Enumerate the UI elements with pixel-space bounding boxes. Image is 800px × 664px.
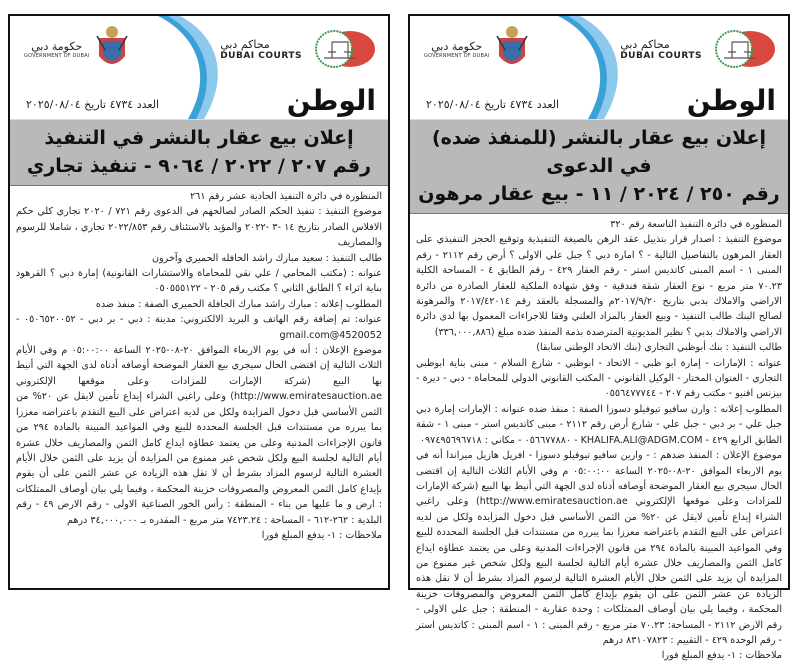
notice-paragraph: المطلوب إعلانه : وارن سافيو تيوفيلو دسوزا الصفة : منفذ ضده عنوانه : الإمارات إمارة دبي جبل علي - بر دبي - جبل علي - شارع أرض رقم ٢١١٢ - مبنى كاتديس استر - مبنى ١ - شقة الطابق الرابع ٤٢٩ - KHALIFA.ALI@ADGM.COM - ٠٥٦٦٧٧٨٨٠ - مكاني : ٠٩٧٤٩٥٦٩٦٧١٨ <box>416 403 782 446</box>
newspaper-name: الوطن <box>286 84 376 117</box>
notice-paragraph: موضوع الإعلان : المنفذ ضدهم : - وارين سافيو تيوفيلو دسوزا - افريل هازيل ميراندا أنه في يوم الاربعاء الموافق ٢٠-٠٨-٢٠٢٥ الساعة ٠٥:٠٠:٠٠ م وفي الأيام الثلاث التالية إن اقتضى الحال سيجري بيع العقار الموضحة أوصافه أدناه لدى الجهة التي أنيط بها البيع (شركة الإمارات للمزادات وعلى موقعها الإلكتروني http://www.emiratesauction.ae) وعلى راغبي الشراء إيداع تأمين لايقل عن ٢٠% من الثمن الأساسي قبل دخول المزايدة ولكل من لديه اعتراض على البيع التقدم باعتراضه معززا بما يبرره من مستندات قبل الجلسة المحددة للبيع وفي المواعيد المبينة بالمادة ٢٩٤ من قانون الإجراءات المدنية وعلى من يعتمد عطاؤه ايداع كامل الثمن والمصاريف خلال عشرة أيام التالية لجلسة البيع ولكل شخص غير ممنوع من المزايدة أن يزيد على الثمن خلال الأيام العشرة التالية لرسوم المزاد بشرط أن لا تقل هذه الزيادة عن عشر الثمن على أن يقوم بإيداع كامل الثمن المعروض والمصروفات خزينة المحكمة ، وفيما يلي بيان أوصاف الممتلكات : وحدة عقارية - المنطقة : جبل علي الاولى - رقم الارض ٢١١٢ - المساحة: ٧٠.٢٣ متر مربع - رقم المبنى : ١ - اسم المبنى : كاتديس استر - رقم الوحدة ٤٢٩ - التقييم : ٨٣١٠٧٨٢٣ درهم <box>416 450 782 646</box>
issue-number-date: العدد ٤٧٣٤ تاريخ ٢٠٢٥/٠٨/٠٤ <box>26 98 160 111</box>
swoosh-decoration-icon <box>558 16 628 119</box>
notice-paragraph: طالب التنفيذ : سعيد مبارك راشد الحافله الحميري وآخرون <box>152 252 382 264</box>
notice-title-line1: إعلان بيع عقار بالنشر في التنفيذ <box>44 127 354 149</box>
notice-paragraph: عنوانه: تم إضافة رقم الهاتف و البريد الالكتروني: مدينة : دبي - بر دبي - ٠٥٠٦٥٢٠٠٥٢ - gmail.com@4520052 <box>16 314 383 341</box>
notice-title-band <box>10 120 388 186</box>
issue-number-date: العدد ٤٧٣٤ تاريخ ٢٠٢٥/٠٨/٠٤ <box>426 98 560 111</box>
courts-name-ar: محاكم دبي <box>220 37 270 51</box>
notice-clipping-left <box>8 14 390 590</box>
courts-name-ar: محاكم دبي <box>620 37 670 51</box>
gov-name-ar: حكومة دبي <box>31 39 83 53</box>
notice-paragraph: المنظورة في دائرة التنفيذ التاسعة رقم ٣٢٠ <box>610 219 782 230</box>
notice-body <box>10 186 388 543</box>
notice-paragraph: المنظورة في دائرة التنفيذ الحادية عشر رقم ٢٦١ <box>190 191 382 202</box>
gov-name-en: GOVERNMENT OF DUBAI <box>24 52 90 59</box>
notice-title-line1: إعلان بيع عقار بالنشر (للمنفذ ضده) في الدعوى <box>431 127 767 177</box>
courts-name-en: DUBAI COURTS <box>220 50 302 61</box>
notice-paragraph: موضوع التنفيذ : تنفيذ الحكم الصادر لصالحهم في الدعوى رقم ٧٢١ / ٢٠٢٠ تجاري كلي حكم الافلاس الصادر بتاريخ ١٤ -٣ -٢٠٢٢ والمؤيد بالاستئناف رقم ٢٠٢٢/٨٥٣ تجاري ، شاملا للرسوم والمصاريف <box>16 206 383 249</box>
notice-paragraph: عنوانه : الإمارات - إمارة ابو ظبي - الاتحاد - ابوظبي - شارع السلام - مبنى بناية ابوظبي التجاري - العنوان المختار - الوكيل القانوني - المكتب القانوني الدولي للمحاماة - دبي - ديرة - بيزنس افنيو - مكتب رقم ٢٠٧ - ٠٥٥٦٤٧٧٧٤٤ <box>416 357 782 400</box>
gov-name-ar: حكومة دبي <box>431 39 483 53</box>
gov-name-en: GOVERNMENT OF DUBAI <box>424 52 490 59</box>
dubai-emblem-icon <box>493 24 531 74</box>
notice-header <box>410 16 788 120</box>
notice-title-band <box>410 120 788 214</box>
dubai-emblem-icon <box>93 24 131 74</box>
notice-clipping-right <box>408 14 790 662</box>
courts-name-en: DUBAI COURTS <box>620 50 702 61</box>
dubai-courts-logo <box>220 28 376 70</box>
scales-of-justice-icon <box>710 28 776 70</box>
notice-paragraph: طالب التنفيذ : بنك أبوظبي التجاري (بنك الاتحاد الوطني سابقا) <box>536 342 782 354</box>
notice-title-line2: رقم ٢٠٧ / ٢٠٢٢ / ٩٠٦٤ - تنفيذ تجاري <box>26 155 372 177</box>
scales-of-justice-icon <box>310 28 376 70</box>
government-of-dubai-logo <box>424 24 531 74</box>
notice-paragraph: موضوع الإعلان : أنه في يوم الاربعاء الموافق ٢٠-٠٨-٢٠٢٥ الساعة ٠٥:٠٠:٠٠ م وفي الأيام الثلاث التالية إن اقتضى الحال سيجري بيع العقار الموضحة أوصافه أدناه لدى الجهة التي أنيط بها البيع (شركة الإمارات للمزادات وعلى موقعها الإلكتروني http://www.emiratesauction.ae) وعلى راغبي الشراء إيداع تأمين لايقل عن ٢٠% من الثمن الأساسي قبل دخول المزايدة ولكل من لديه اعتراض على البيع التقدم باعتراضه معززا بما يبرره من مستندات قبل الجلسة المحددة للبيع وفي المواعيد المبينة بالمادة ٢٩٤ من قانون الإجراءات المدنية وعلى من يعتمد عطاؤه ايداع كامل الثمن والمصاريف خلال عشرة أيام التالية لجلسة البيع ولكل شخص غير ممنوع من المزايدة أن يزيد على الثمن خلال الأيام العشرة التالية لرسوم المزاد بشرط أن لا تقل هذه الزيادة عن عشر الثمن على أن يقوم بإيداع كامل الثمن المعروض والمصروفات خزينة المحكمة ، وفيما يلي بيان أوصاف الممتلكات : ارض و ما عليها من بناء - المنطقة : رأس الخور الصناعية الاولى - رقم الارض ٤٩ - رقم البلدية : ٢٦٢-٦١٢ - المساحة : ٧٤٢٣.٢٤ متر مربع - المقدره بـ ٣٤,٠٠٠,٠٠٠ درهم <box>16 345 382 526</box>
notice-paragraph: موضوع التنفيذ : اصدار قرار بتذييل عقد الرهن بالصيغة التنفيذية وتوقيع الحجز التنفيذي على العقار المرهون بالتفاصيل التالية - ؟ امارة دبي ؟ جبل علي الاولى ؟ أرض رقم ٢١١٢ - رقم المبنى ١ - اسم المبنى كاتديس استر - رقم العقار ٤٢٩ - رقم الطابق ٤ - المساحة الكلية ٧٠.٢٣ متر مربع - نوع العقار شقة فندقية - وفق شهادة الملكية للعقار الصادرة من دائرة الاراضي والاملاك بدبي بتاريخ ٢٠١٧/٩/٢٠م والمسجلة بالعقد رقم ٢٠١٧/٤٢٠١٤ والمرهونة لصالح البنك طالب التنفيذ - وبيع العقار بالمزاد العلني وفقا للاجراءات المعمول بها لدى دائرة الاراضي والاملاك بدبي ؟ نظير المديونية المترصدة بذمة المنفذ ضده مبلغ (٣٣٦,٠٠٠,٨٨٦) <box>416 234 782 338</box>
notice-paragraph: ملاحظات : ١- يدفع المبلغ فورا <box>661 650 782 662</box>
notice-header <box>10 16 388 120</box>
swoosh-decoration-icon <box>158 16 228 119</box>
notice-paragraph: عنوانه : (مكتب المحامي / علي نقي للمحاماة والاستشارات القانونية) إمارة دبي ؟ القرهود بناية اثراء ؟ الطابق الثاني ؟ مكتب رقم ٢٠٥ - ٠٥٠٥٥٥١٢٢ <box>16 268 382 295</box>
dubai-courts-logo <box>620 28 776 70</box>
government-of-dubai-logo <box>24 24 131 74</box>
notice-body <box>410 214 788 664</box>
newspaper-name: الوطن <box>686 84 776 117</box>
notice-paragraph: ملاحظات : ١- يدفع المبلغ فورا <box>261 529 382 541</box>
notice-title-line2: رقم ٢٥٠ / ٢٠٢٤ / ١١ - بيع عقار مرهون <box>418 183 780 205</box>
notice-paragraph: المطلوب إعلانه : مبارك راشد مبارك الجافلة الحميري الصفة : منفذ ضده <box>95 298 382 310</box>
